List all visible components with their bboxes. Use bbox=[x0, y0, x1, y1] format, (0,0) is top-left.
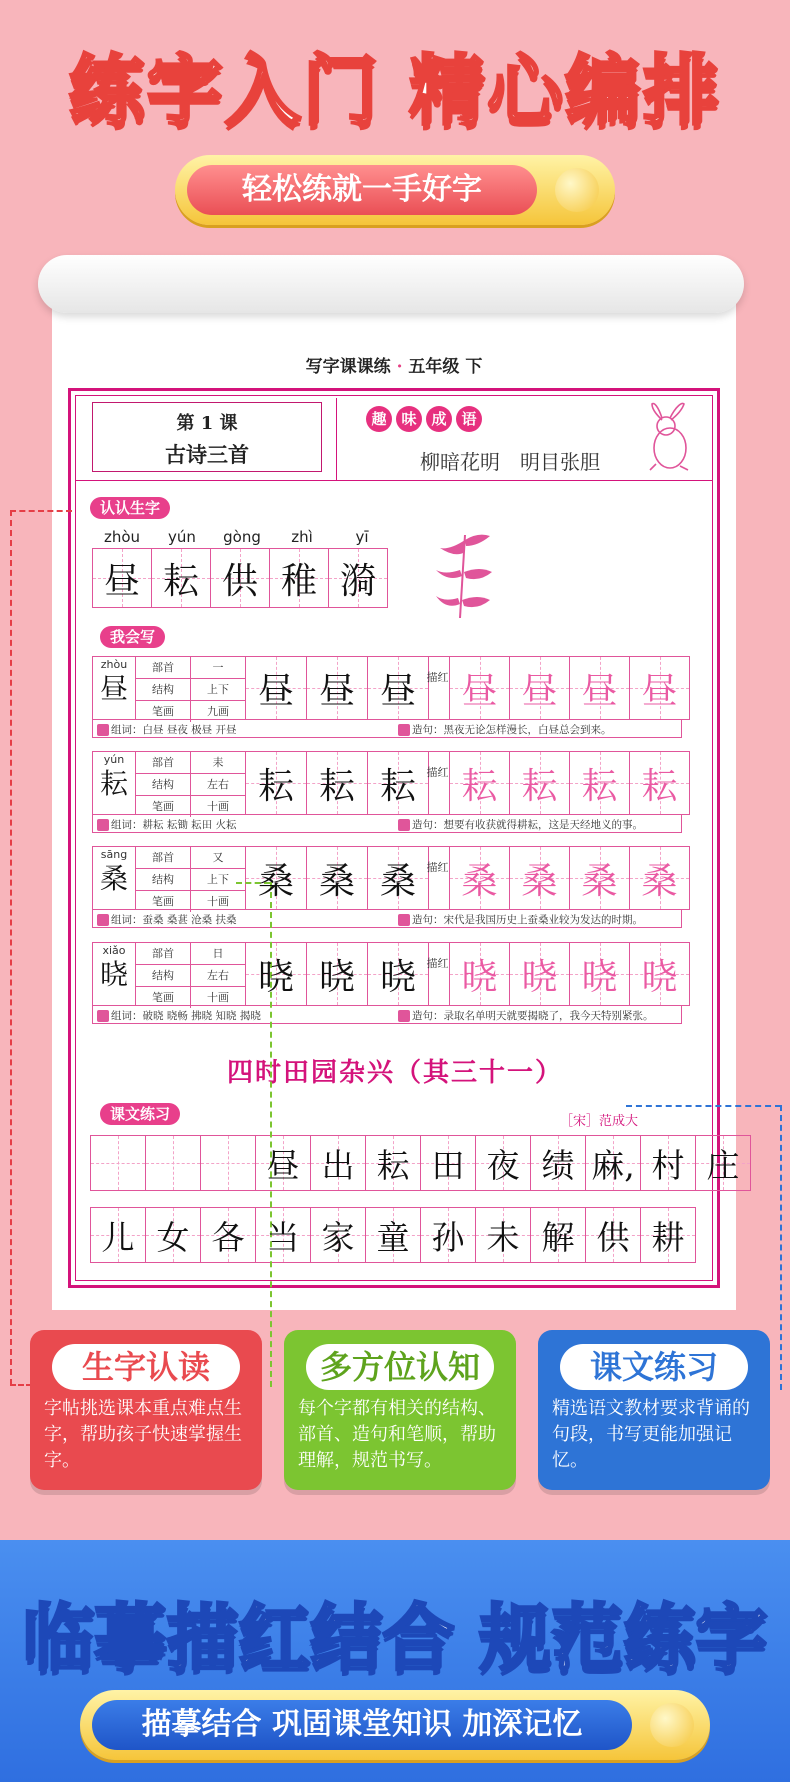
pinyin-row bbox=[92, 528, 392, 546]
poem-cell: 绩 bbox=[531, 1136, 586, 1190]
poem-title: 四时田园杂兴（其三十一） bbox=[226, 1058, 563, 1088]
lesson-number: 第 1 课 bbox=[176, 413, 238, 434]
practice-cell: 桑 bbox=[307, 847, 368, 909]
panda-icon bbox=[398, 1010, 410, 1022]
header-divider bbox=[336, 398, 337, 480]
feature-title: 课文练习 bbox=[560, 1344, 748, 1390]
write-row bbox=[92, 942, 682, 1022]
poem-cell: 村 bbox=[641, 1136, 696, 1190]
trace-cell: 耘 bbox=[450, 752, 510, 814]
practice-cell: 昼 bbox=[368, 657, 428, 719]
practice-cell: 晓 bbox=[246, 943, 307, 1005]
header-bottom-line bbox=[75, 480, 713, 481]
banner-title: 练字入门 精心编排 bbox=[68, 46, 722, 135]
trace-cell: 昼 bbox=[510, 657, 570, 719]
structure: 上下 bbox=[207, 683, 229, 696]
trace-cell: 昼 bbox=[450, 657, 510, 719]
poem-cell: 耘 bbox=[366, 1136, 421, 1190]
rabbit-icon bbox=[640, 400, 700, 475]
practice-cell: 耘 bbox=[307, 752, 368, 814]
subtitle-pill bbox=[175, 155, 615, 225]
poem-cell: 未 bbox=[476, 1208, 531, 1262]
panda-icon bbox=[97, 1010, 109, 1022]
practice-cells bbox=[246, 942, 429, 1006]
panda-icon bbox=[97, 819, 109, 831]
radical: 一 bbox=[212, 661, 224, 674]
char-info: 部首 耒 结构 左右 笔画 十画 bbox=[136, 751, 246, 815]
poem-cell: 家 bbox=[311, 1208, 366, 1262]
main-char-cell bbox=[92, 942, 136, 1006]
radical: 日 bbox=[212, 947, 224, 960]
idiom-text: 柳暗花明 明目张胆 bbox=[420, 450, 600, 474]
poem-cell: 供 bbox=[586, 1208, 641, 1262]
trace-cells bbox=[450, 656, 690, 720]
panda-icon bbox=[398, 914, 410, 926]
pinyin: yī bbox=[355, 528, 369, 546]
bottom-pill bbox=[80, 1690, 710, 1760]
poem-cell: 儿 bbox=[91, 1208, 146, 1262]
trace-cell: 昼 bbox=[630, 657, 689, 719]
practice-cell: 耘 bbox=[368, 752, 428, 814]
char-cell: 漪 bbox=[329, 549, 387, 607]
bamboo-decoration-icon bbox=[430, 530, 500, 620]
char-cell: 供 bbox=[211, 549, 270, 607]
sentence: 造句：想要有收获就得耕耘，这是天经地义的事。 bbox=[398, 817, 643, 832]
feature-desc: 精选语文教材要求背诵的句段，书写更能加强记忆。 bbox=[552, 1398, 750, 1471]
char-cell: 昼 bbox=[93, 549, 152, 607]
write-row bbox=[92, 656, 682, 736]
trace-cell: 昼 bbox=[570, 657, 630, 719]
char-info: 部首 一 结构 上下 笔画 九画 bbox=[136, 656, 246, 720]
structure: 左右 bbox=[207, 778, 229, 791]
trace-cell: 耘 bbox=[570, 752, 630, 814]
row-footer bbox=[92, 720, 682, 738]
trace-cell: 桑 bbox=[630, 847, 689, 909]
row-footer bbox=[92, 1006, 682, 1024]
practice-cells bbox=[246, 656, 429, 720]
pinyin: yún bbox=[168, 528, 196, 546]
poem-cell: 各 bbox=[201, 1208, 256, 1262]
trace-label: 描红 bbox=[426, 751, 450, 815]
poem-line-grid bbox=[90, 1135, 751, 1191]
section-tag-text: 课文练习 bbox=[100, 1103, 180, 1125]
trace-cell: 桑 bbox=[510, 847, 570, 909]
char-info: 部首 日 结构 左右 笔画 十画 bbox=[136, 942, 246, 1006]
panda-icon bbox=[97, 724, 109, 736]
connector-line bbox=[10, 510, 72, 512]
pill-ball-decoration bbox=[650, 1703, 694, 1747]
poem-cell: 庄 bbox=[696, 1136, 750, 1190]
strokes: 十画 bbox=[207, 991, 229, 1004]
practice-cells bbox=[246, 751, 429, 815]
read-char-grid bbox=[92, 548, 388, 608]
fun-tag-char: 趣 bbox=[366, 406, 392, 432]
practice-cell: 耘 bbox=[246, 752, 307, 814]
practice-cell: 桑 bbox=[246, 847, 307, 909]
char-info: 部首 又 结构 上下 笔画 十画 bbox=[136, 846, 246, 910]
subtitle-text: 轻松练就一手好字 bbox=[187, 165, 537, 215]
poem-cell: 童 bbox=[366, 1208, 421, 1262]
paper-roll bbox=[38, 255, 744, 313]
bottom-subtitle: 描摹结合 巩固课堂知识 加深记忆 bbox=[92, 1700, 632, 1750]
lesson-box bbox=[92, 402, 322, 472]
header-dot: · bbox=[396, 357, 403, 377]
trace-cell: 桑 bbox=[450, 847, 510, 909]
trace-label: 描红 bbox=[426, 846, 450, 910]
grade-label: 五年级 下 bbox=[408, 357, 483, 377]
trace-cell: 晓 bbox=[570, 943, 630, 1005]
feature-desc: 每个字都有相关的结构、部首、造句和笔顺，帮助理解，规范书写。 bbox=[298, 1398, 496, 1471]
panda-icon bbox=[398, 724, 410, 736]
pinyin: xiǎo bbox=[102, 944, 126, 957]
row-footer bbox=[92, 910, 682, 928]
write-row bbox=[92, 751, 682, 831]
word-group: 组词：白昼 昼夜 极昼 开昼 bbox=[97, 722, 237, 737]
fun-idiom-tag bbox=[366, 406, 482, 432]
structure: 左右 bbox=[207, 969, 229, 982]
trace-label: 描红 bbox=[426, 656, 450, 720]
poem-cell: 出 bbox=[311, 1136, 366, 1190]
trace-cell: 耘 bbox=[630, 752, 689, 814]
main-char: 晓 bbox=[99, 958, 128, 991]
section-tag-write: 我会写 bbox=[100, 626, 165, 648]
poem-cell: 昼 bbox=[256, 1136, 311, 1190]
sentence: 造句：录取名单明天就要揭晓了，我今天特别紧张。 bbox=[398, 1008, 654, 1023]
fun-tag-char: 语 bbox=[456, 406, 482, 432]
main-char: 昼 bbox=[99, 672, 128, 705]
poem-cell: 麻, bbox=[586, 1136, 641, 1190]
fun-tag-char: 味 bbox=[396, 406, 422, 432]
poem-line-grid bbox=[90, 1207, 696, 1263]
trace-cell: 晓 bbox=[630, 943, 689, 1005]
radical: 耒 bbox=[212, 756, 224, 769]
main-char: 耘 bbox=[99, 767, 128, 800]
trace-label: 描红 bbox=[426, 942, 450, 1006]
connector-line bbox=[780, 1105, 782, 1390]
word-group: 组词：破晓 晓畅 拂晓 知晓 揭晓 bbox=[97, 1008, 261, 1023]
poem-cell bbox=[201, 1136, 256, 1190]
pill-ball-decoration bbox=[555, 168, 599, 212]
trace-cell: 桑 bbox=[570, 847, 630, 909]
trace-cell: 晓 bbox=[510, 943, 570, 1005]
main-char: 桑 bbox=[99, 862, 128, 895]
write-row bbox=[92, 846, 682, 926]
practice-cell: 晓 bbox=[368, 943, 428, 1005]
feature-card-reading bbox=[30, 1330, 262, 1490]
char-cell: 耘 bbox=[152, 549, 211, 607]
feature-title: 生字认读 bbox=[52, 1344, 240, 1390]
sentence: 造句：黑夜无论怎样漫长，白昼总会到来。 bbox=[398, 722, 612, 737]
practice-cell: 昼 bbox=[307, 657, 368, 719]
pinyin: zhì bbox=[291, 528, 313, 546]
practice-cells bbox=[246, 846, 429, 910]
lesson-name: 古诗三首 bbox=[165, 442, 249, 467]
practice-cell: 昼 bbox=[246, 657, 307, 719]
connector-line bbox=[626, 1105, 781, 1107]
feature-card-cognition bbox=[284, 1330, 516, 1490]
word-group: 组词：蚕桑 桑葚 沧桑 扶桑 bbox=[97, 912, 237, 927]
practice-cell: 晓 bbox=[307, 943, 368, 1005]
panda-icon bbox=[97, 914, 109, 926]
word-group: 组词：耕耘 耘锄 耘田 火耘 bbox=[97, 817, 237, 832]
strokes: 九画 bbox=[207, 705, 229, 718]
trace-cell: 晓 bbox=[450, 943, 510, 1005]
char-cell: 稚 bbox=[270, 549, 329, 607]
feature-desc: 字帖挑选课本重点难点生字，帮助孩子快速掌握生字。 bbox=[44, 1398, 242, 1471]
book-name: 写字课课练 bbox=[305, 357, 391, 377]
poem-cell: 田 bbox=[421, 1136, 476, 1190]
poem-cell: 女 bbox=[146, 1208, 201, 1262]
pinyin: zhòu bbox=[103, 528, 141, 546]
poem-cell: 孙 bbox=[421, 1208, 476, 1262]
strokes: 十画 bbox=[207, 895, 229, 908]
main-char-cell bbox=[92, 751, 136, 815]
radical: 又 bbox=[212, 851, 224, 864]
pinyin: gòng bbox=[223, 528, 261, 546]
main-char-cell bbox=[92, 656, 136, 720]
bottom-title: 临摹描红结合 规范练字 bbox=[22, 1596, 768, 1680]
sentence: 造句：宋代是我国历史上蚕桑业较为发达的时期。 bbox=[398, 912, 643, 927]
practice-cell: 桑 bbox=[368, 847, 428, 909]
section-tag-read: 认认生字 bbox=[90, 497, 170, 519]
trace-cell: 耘 bbox=[510, 752, 570, 814]
trace-cells bbox=[450, 942, 690, 1006]
sheet-header bbox=[52, 352, 736, 377]
poem-cell: 夜 bbox=[476, 1136, 531, 1190]
poem-cell: 当 bbox=[256, 1208, 311, 1262]
row-footer bbox=[92, 815, 682, 833]
strokes: 十画 bbox=[207, 800, 229, 813]
poem-author: ［宋］范成大 bbox=[560, 1114, 639, 1129]
connector-line bbox=[10, 510, 12, 1385]
trace-cells bbox=[450, 846, 690, 910]
feature-card-text bbox=[538, 1330, 770, 1490]
pinyin: yún bbox=[103, 753, 125, 766]
pinyin: sāng bbox=[100, 848, 128, 861]
poem-cell bbox=[91, 1136, 146, 1190]
poem-cell: 解 bbox=[531, 1208, 586, 1262]
structure: 上下 bbox=[207, 873, 229, 886]
poem-cell bbox=[146, 1136, 201, 1190]
trace-cells bbox=[450, 751, 690, 815]
poem-cell: 耕 bbox=[641, 1208, 695, 1262]
pinyin: zhòu bbox=[100, 658, 128, 671]
panda-icon bbox=[398, 819, 410, 831]
connector-line bbox=[10, 1384, 32, 1386]
main-char-cell bbox=[92, 846, 136, 910]
feature-title: 多方位认知 bbox=[306, 1344, 494, 1390]
fun-tag-char: 成 bbox=[426, 406, 452, 432]
